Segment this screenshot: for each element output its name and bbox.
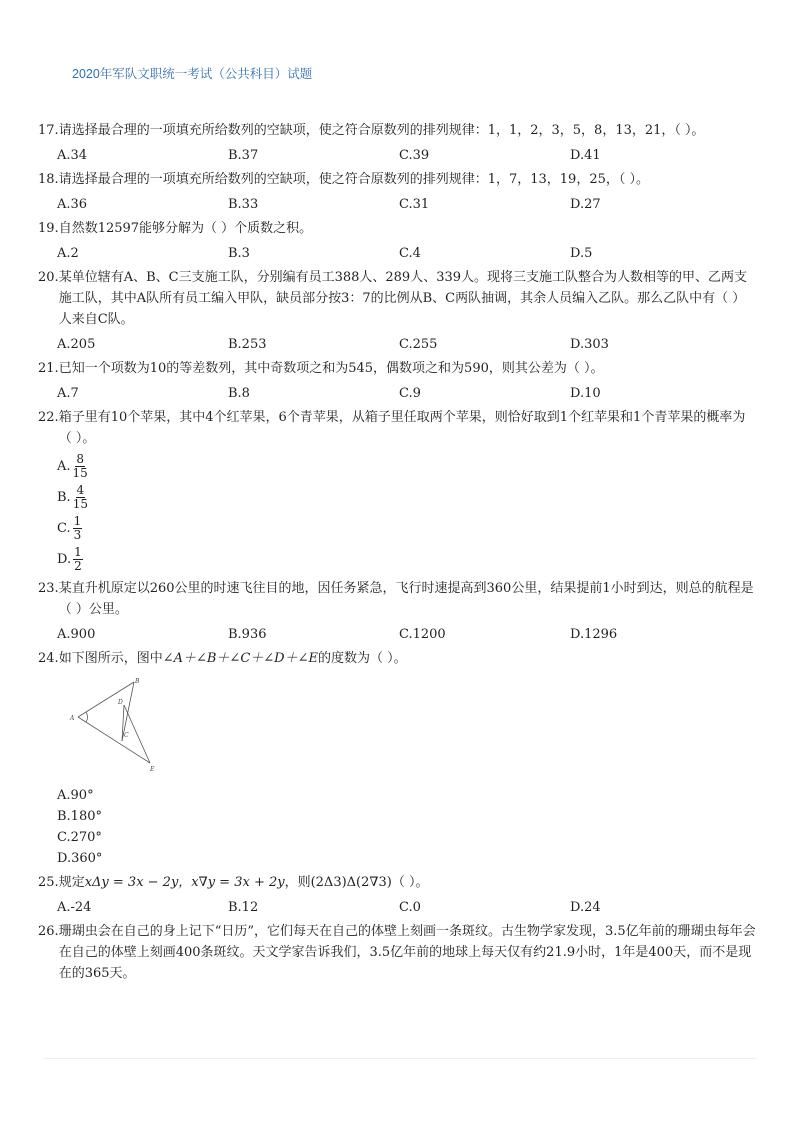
question-number: 24.: [38, 651, 59, 666]
option-label: A.: [57, 459, 71, 474]
option-d: D.27: [570, 197, 601, 212]
option-d: D.24: [570, 900, 601, 915]
question-20: [38, 267, 758, 355]
question-26: [38, 921, 758, 984]
option-a: A.90°: [57, 788, 94, 803]
question-text: 规定: [58, 875, 85, 890]
vertex-label-e: E: [150, 766, 155, 773]
operation-definition: xΔy = 3x − 2y，x∇y = 3x + 2y: [84, 875, 285, 890]
question-25: [38, 872, 758, 918]
vertex-label-d: D: [118, 699, 123, 706]
denominator: 2: [74, 559, 82, 573]
question-text: 请选择最合理的一项填充所给数列的空缺项，使之符合原数列的排列规律：1，7，13，19，25，（ ）。: [58, 172, 649, 187]
option-a: A.-24: [57, 900, 92, 915]
page-divider: [44, 1058, 756, 1059]
fraction: [73, 546, 83, 573]
question-number: 22.: [38, 410, 59, 425]
denominator: 3: [73, 528, 82, 542]
option-c: C.31: [399, 197, 430, 212]
option-c: C.9: [399, 386, 421, 401]
option-d: [57, 544, 758, 575]
option-b: B.8: [228, 386, 250, 401]
question-24: [38, 648, 758, 869]
angle-sum-expression: ∠A＋∠B＋∠C＋∠D＋∠E: [162, 651, 318, 666]
fraction: [73, 484, 88, 511]
option-label: D.: [57, 552, 72, 567]
option-b: B.33: [228, 197, 259, 212]
option-a: A.36: [57, 197, 88, 212]
denominator: 15: [72, 466, 88, 480]
option-d: D.5: [570, 246, 593, 261]
question-23: [38, 578, 758, 645]
option-a: [57, 451, 758, 482]
question-text-tail: ，则(2Δ3)Δ(2∇3)（ ）。: [284, 875, 429, 890]
fraction: [73, 453, 88, 480]
question-17: [38, 120, 758, 166]
option-d: D.1296: [570, 627, 618, 642]
question-number: 25.: [38, 875, 59, 890]
question-number: 17.: [38, 123, 59, 138]
option-a: A.205: [57, 337, 96, 352]
option-a: A.7: [57, 386, 79, 401]
star-triangle-diagram: [38, 677, 178, 781]
question-21: [38, 358, 758, 404]
numerator: 1: [74, 545, 82, 559]
geometry-figure: [38, 677, 758, 781]
vertex-label-c: C: [124, 732, 129, 739]
question-text: 某直升机原定以260公里的时速飞往目的地，因任务紧急，飞行时速提高到360公里，结果提前1小时到达，则总的航程是（ ）公里。: [58, 581, 754, 617]
question-18: [38, 169, 758, 215]
vertex-label-b: B: [135, 678, 140, 685]
fraction: [73, 515, 83, 542]
question-number: 18.: [38, 172, 59, 187]
option-c: C.0: [399, 900, 421, 915]
option-label: C.: [57, 521, 71, 536]
option-d: D.41: [570, 148, 601, 163]
question-text: 某单位辖有A、B、C三支施工队，分别编有员工388人、289人、339人。现将三支施工队整合为人数相等的甲、乙两支施工队，其中A队所有员工编入甲队，缺员部分按3：7的比例从B、C两队抽调，其余人员编入乙队。那么乙队中有（ ）人来自C队。: [58, 270, 748, 327]
option-d: D.303: [570, 337, 609, 352]
question-number: 26.: [38, 924, 59, 939]
question-22: [38, 407, 758, 575]
option-c: C.255: [399, 337, 438, 352]
question-text: 请选择最合理的一项填充所给数列的空缺项，使之符合原数列的排列规律：1，1，2，3，5，8，13，21，（ ）。: [58, 123, 705, 138]
vertex-label-a: A: [70, 715, 75, 722]
question-text: 珊瑚虫会在自己的身上记下“日历”，它们每天在自己的体壁上刻画一条斑纹。古生物学家发现，3.5亿年前的珊瑚虫每年会在自己的体壁上刻画400条斑纹。天文学家告诉我们，3.5亿年前的地球上每天仅有约21.9小时，1年是400天，而不是现在的365天。: [58, 924, 756, 981]
question-19: [38, 218, 758, 264]
numerator: 8: [76, 452, 84, 466]
question-text: 自然数12597能够分解为（ ）个质数之积。: [58, 221, 313, 236]
question-number: 19.: [38, 221, 59, 236]
option-c: C.270°: [57, 830, 102, 845]
question-number: 23.: [38, 581, 59, 596]
option-b: B.180°: [57, 809, 102, 824]
option-b: B.37: [228, 148, 259, 163]
question-text: 如下图所示，图中: [58, 651, 163, 666]
option-b: B.12: [228, 900, 259, 915]
option-d: D.360°: [57, 851, 103, 866]
option-a: A.34: [57, 148, 88, 163]
question-number: 20.: [38, 270, 59, 285]
option-b: B.3: [228, 246, 250, 261]
numerator: 4: [76, 483, 85, 497]
question-text: 箱子里有10个苹果，其中4个红苹果，6个青苹果，从箱子里任取两个苹果，则恰好取到1个红苹果和1个青苹果的概率为（ ）。: [58, 410, 746, 446]
option-b: B.253: [228, 337, 267, 352]
question-list: [38, 120, 758, 984]
option-a: A.900: [57, 627, 96, 642]
numerator: 1: [73, 514, 82, 528]
option-c: C.1200: [399, 627, 446, 642]
option-c: [57, 513, 758, 544]
option-b: B.936: [228, 627, 267, 642]
denominator: 15: [72, 497, 88, 511]
option-b: [57, 482, 758, 513]
option-a: A.2: [57, 246, 79, 261]
document-header: 2020年军队文职统一考试（公共科目）试题: [72, 67, 313, 81]
question-number: 21.: [38, 361, 59, 376]
question-text-tail: 的度数为（ ）。: [317, 651, 407, 666]
option-d: D.10: [570, 386, 601, 401]
question-text: 已知一个项数为10的等差数列，其中奇数项之和为545，偶数项之和为590，则其公差为（ ）。: [58, 361, 604, 376]
option-label: B.: [57, 490, 71, 505]
option-c: C.39: [399, 148, 430, 163]
option-c: C.4: [399, 246, 421, 261]
